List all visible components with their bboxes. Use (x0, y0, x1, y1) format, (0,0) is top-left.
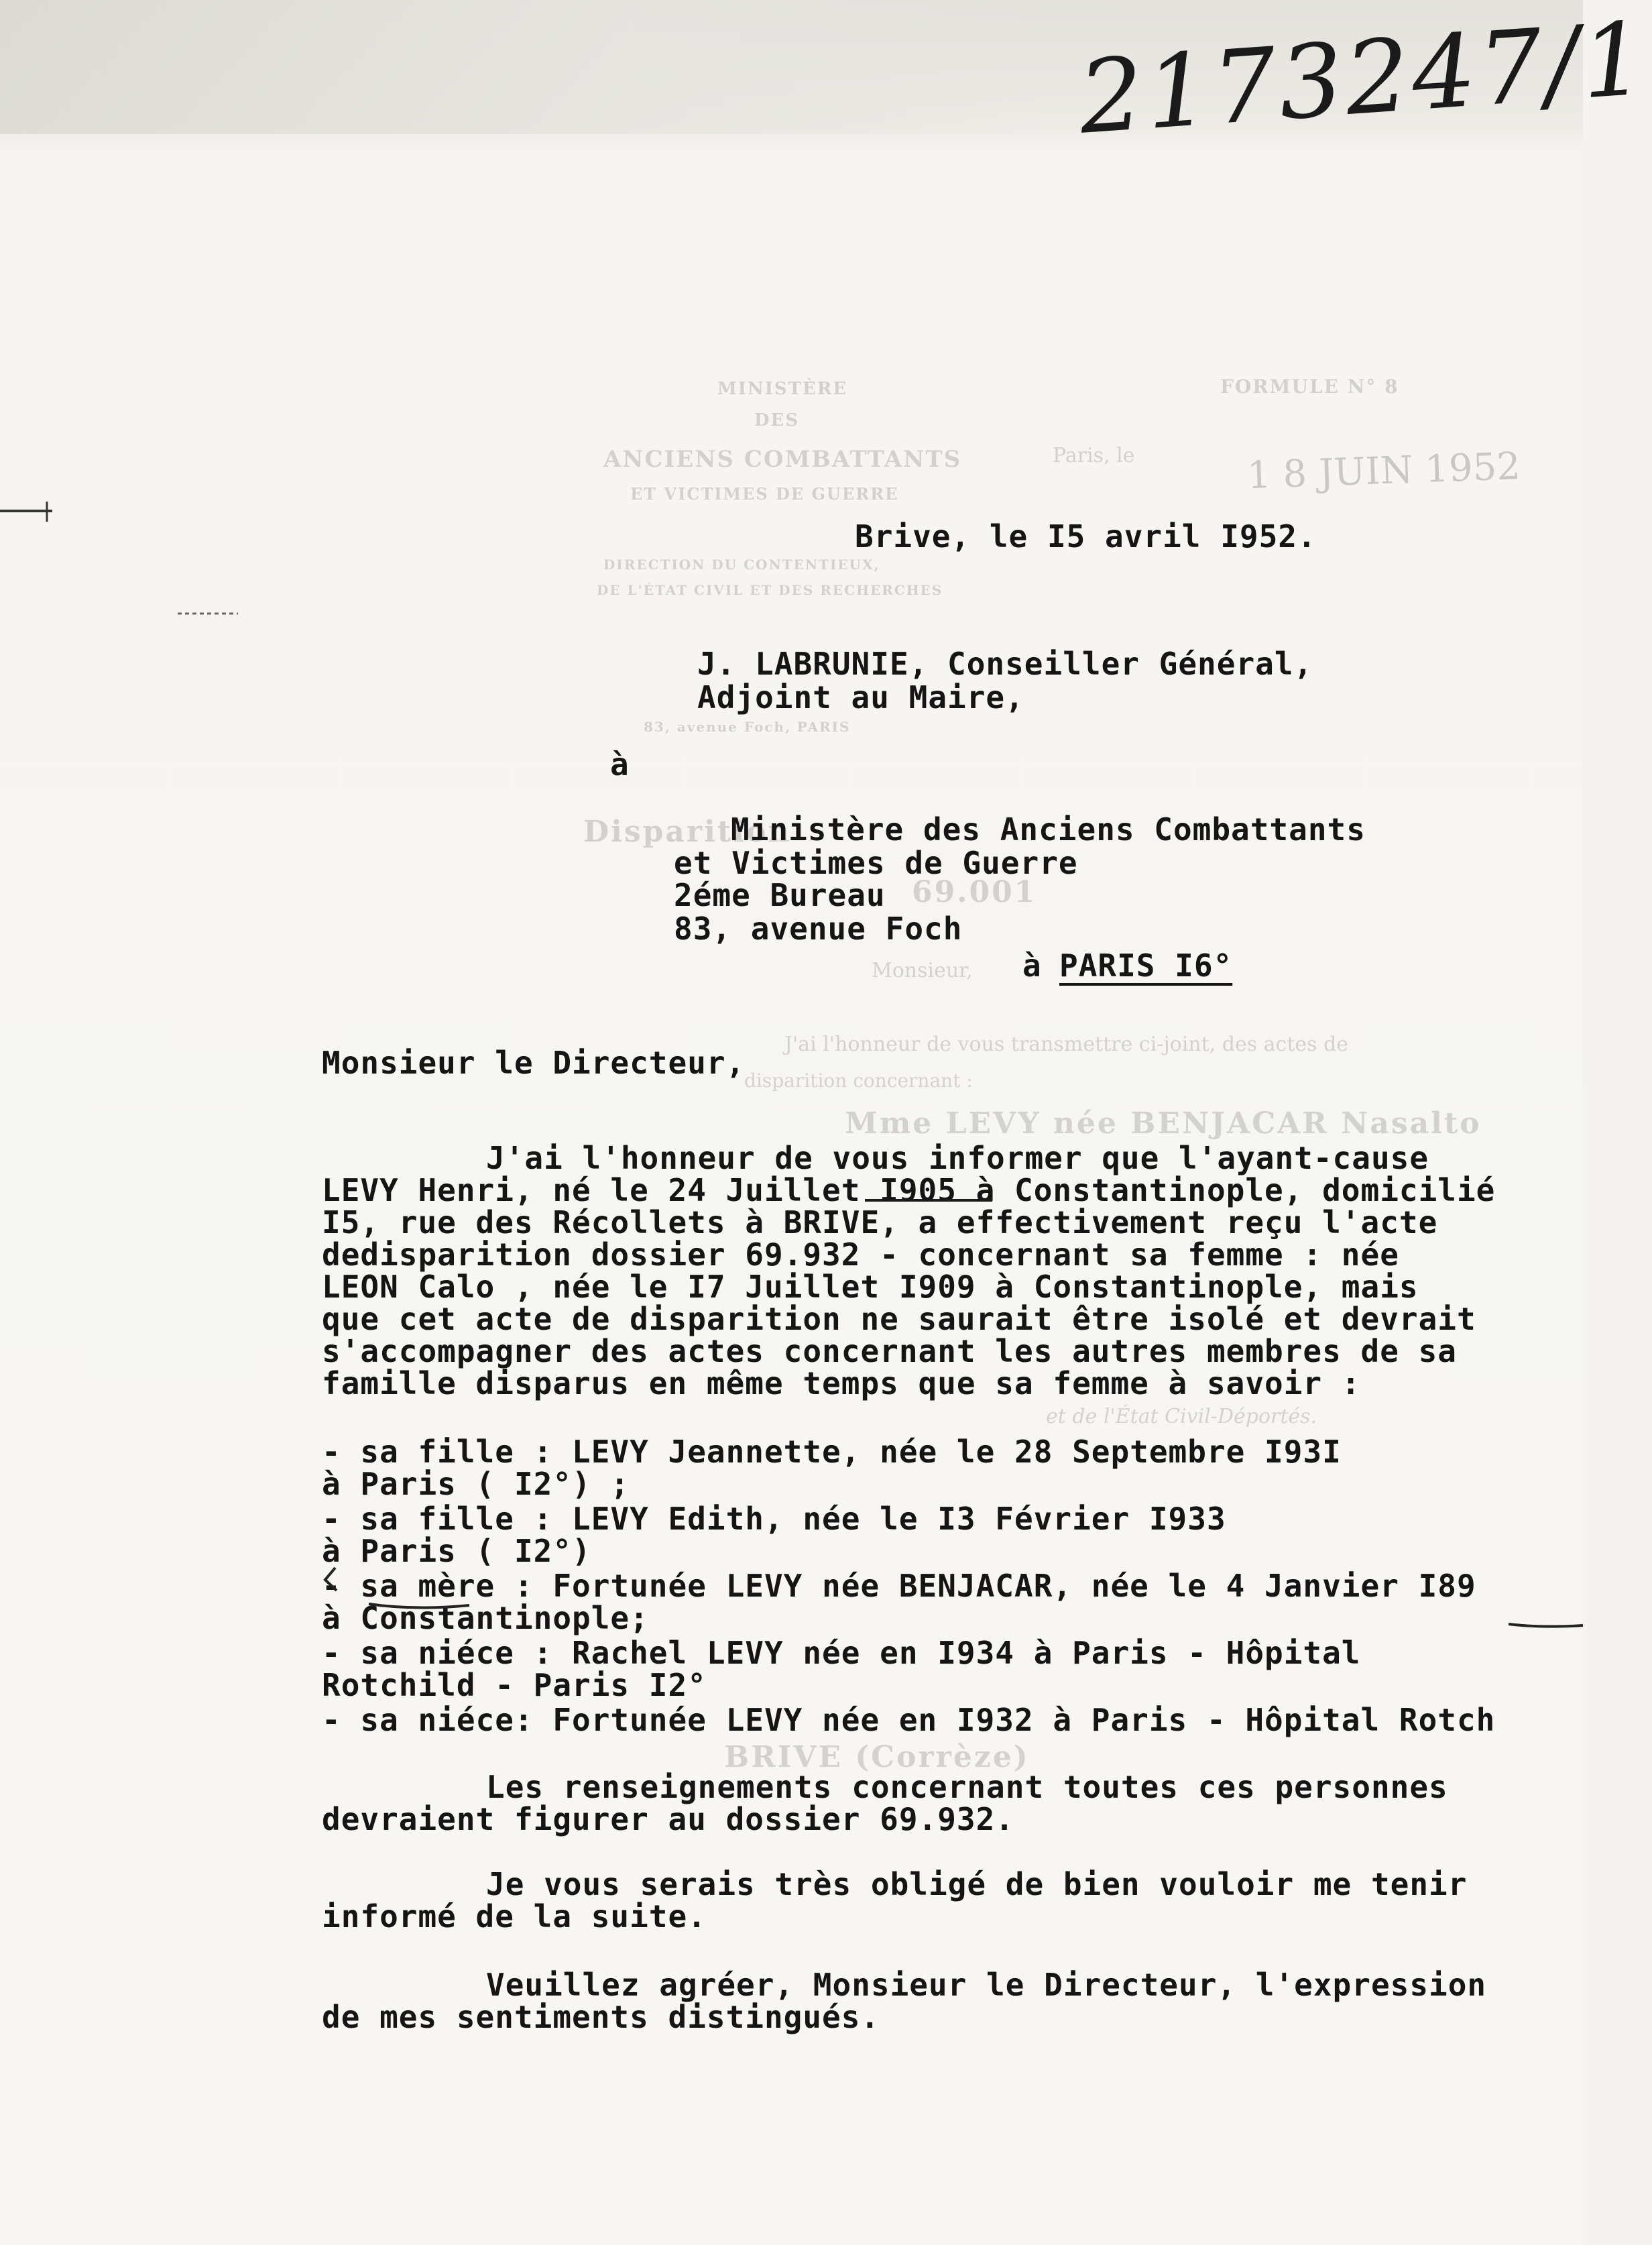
reverse-etat-civil: et de l'État Civil-Déportés. (1046, 1405, 1317, 1428)
list-item-4: - sa niéce : Rachel LEVY née en I934 à Paris - Hôpital (322, 1635, 1361, 1671)
reverse-anciens: ANCIENS COMBATTANTS (603, 446, 962, 473)
reverse-honneur: J'ai l'honneur de vous transmettre ci-joint, des actes de (784, 1033, 1349, 1056)
recipient-city-prefix: à (1022, 947, 1042, 984)
list-item-2: - sa fille : LEVY Edith, née le I3 Février I933 (322, 1501, 1226, 1537)
p2-line-1: Les renseignements concernant toutes ces personnes (486, 1769, 1448, 1805)
recipient-line-3: 2éme Bureau (674, 877, 886, 913)
reverse-paris-le: Paris, le (1053, 444, 1135, 467)
list-item-5: - sa niéce: Fortunée LEVY née en I932 à Paris - Hôpital Rotch (322, 1702, 1496, 1738)
list-item-2b: à Paris ( I2°) (322, 1533, 591, 1569)
recipient-line-4: 83, avenue Foch (674, 911, 963, 947)
handwritten-reference: 2173247/1 (1075, 0, 1652, 157)
reverse-dossier: 69.001 (912, 875, 1037, 909)
p1-line-5: LEON Calo , née le I7 Juillet I909 à Constantinople, mais (322, 1269, 1419, 1305)
list-item-1b: à Paris ( I2°) ; (322, 1466, 630, 1502)
reverse-brive: BRIVE (Corrèze) (724, 1740, 1030, 1774)
reverse-monsieur: Monsieur, (872, 959, 973, 982)
reverse-disparition: Disparition (583, 815, 792, 849)
salutation: Monsieur le Directeur, (322, 1045, 746, 1081)
reverse-ministere: MINISTÈRE (717, 379, 848, 399)
list-item-3b: à Constantinople; (322, 1600, 649, 1636)
recipient-city: PARIS I6° (1059, 947, 1233, 984)
address-to: à (610, 746, 630, 783)
p1-line-7: s'accompagner des actes concernant les autres membres de sa (322, 1333, 1457, 1369)
p2-line-2: devraient figurer au dossier 69.932. (322, 1801, 1014, 1837)
scan-top-shadow (0, 0, 1046, 134)
p1-line-3: I5, rue des Récollets à BRIVE, a effectivement reçu l'acte (322, 1204, 1438, 1241)
margin-line-right (1509, 1624, 1583, 1627)
recipient-line-1: Ministère des Anciens Combattants (731, 811, 1366, 848)
reverse-mme: Mme LEVY née BENJACAR Nasalto (845, 1106, 1482, 1141)
sender-line-1: J. LABRUNIE, Conseiller Général, (697, 646, 1313, 682)
reverse-date-stamp: 1 8 JUIN 1952 (1246, 444, 1521, 498)
p1-line-6: que cet acte de disparition ne saurait être isolé et devrait (322, 1301, 1476, 1337)
p1-line-4: dedisparition dossier 69.932 - concernant sa femme : née (322, 1236, 1399, 1273)
sender-line-2: Adjoint au Maire, (697, 679, 1024, 715)
p1-line-8: famille disparus en même temps que sa femme à savoir : (322, 1365, 1361, 1401)
reverse-direction: DIRECTION DU CONTENTIEUX, (603, 557, 880, 573)
p3-line-2: informé de la suite. (322, 1898, 707, 1935)
reverse-des: DES (754, 410, 800, 430)
reverse-bureau: 83, avenue Foch, PARIS (644, 719, 851, 735)
p4-line-2: de mes sentiments distingués. (322, 1999, 880, 2035)
reverse-concernant: disparition concernant : (744, 1070, 973, 1092)
reverse-formule: FORMULE N° 8 (1220, 376, 1399, 398)
date-line: Brive, le I5 avril I952. (855, 518, 1317, 555)
p1-line-1: J'ai l'honneur de vous informer que l'ayant-cause (486, 1140, 1429, 1176)
list-item-4b: Rotchild - Paris I2° (322, 1667, 707, 1703)
p4-line-1: Veuillez agréer, Monsieur le Directeur, l'expression (486, 1967, 1487, 2003)
list-item-3: - sa mère : Fortunée LEVY née BENJACAR, née le 4 Janvier I89 (322, 1568, 1476, 1604)
list-item-1: - sa fille : LEVY Jeannette, née le 28 Septembre I93I (322, 1434, 1342, 1470)
reverse-etat: DE L'ÉTAT CIVIL ET DES RECHERCHES (597, 582, 943, 598)
p1-line-2: LEVY Henri, né le 24 Juillet I905 à Constantinople, domicilié (322, 1172, 1496, 1208)
p3-line-1: Je vous serais très obligé de bien vouloir me tenir (486, 1866, 1468, 1902)
reverse-victimes: ET VICTIMES DE GUERRE (630, 484, 899, 504)
recipient-line-2: et Victimes de Guerre (674, 845, 1078, 881)
